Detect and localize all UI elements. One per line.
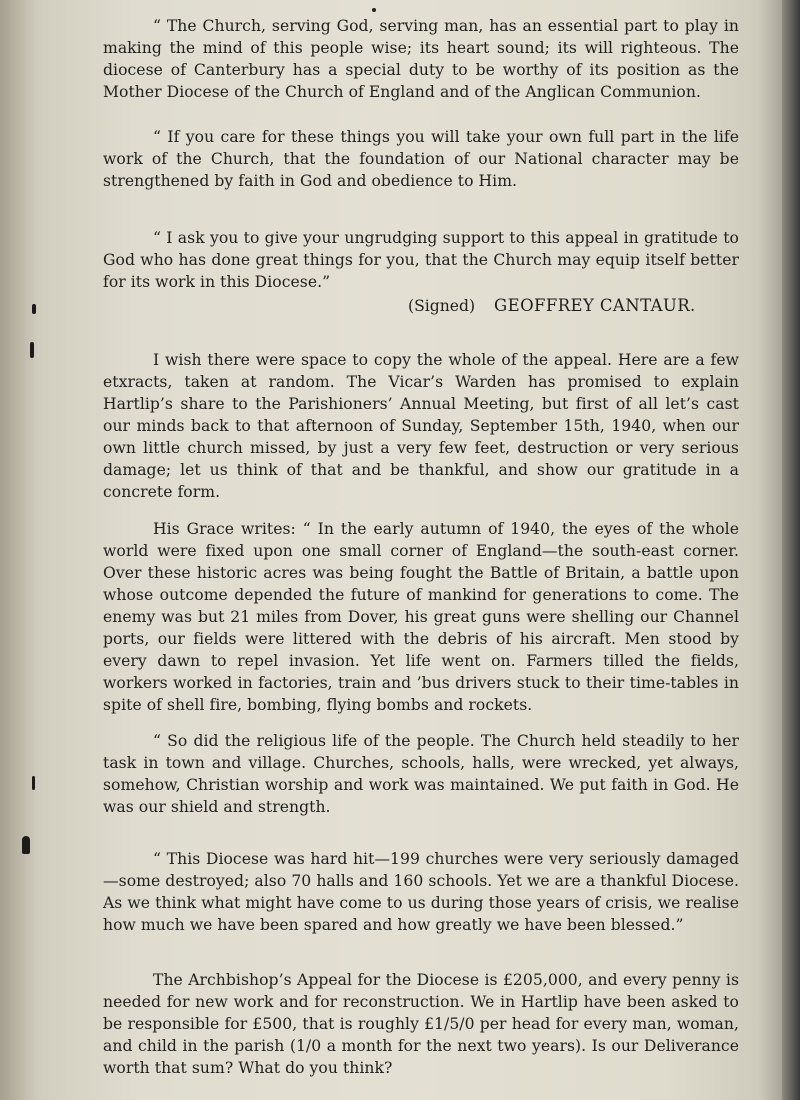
paragraph-appeal-amount: The Archbishop’s Appeal for the Diocese is £205,000, and every penny is needed for new work and for reconstruction. We in Hartlip have been asked to be responsible for £500, that is roughly £1/5/0 per head for every man, woman, and child in the parish (1/0 a month for the next two years). Is our Deliverance worth that sum? What do you think? [103,971,739,1077]
paragraph-diocese-hit: “ This Diocese was hard hit—199 churches were very seriously damaged—some destroyed; also 70 halls and 160 schools. Yet we are a thankful Diocese. As we think what might have come to us during those years of crisis, we realise how much we have been spared and how greatly we have been blessed.” [103,850,739,934]
signature-prefix: (Signed) [408,297,476,315]
signature-line [408,296,696,315]
paragraph-religious-life: “ So did the religious life of the people. The Church held steadily to her task in town and village. Churches, schools, halls, were wrecked, yet always, somehow, Christian worship and work was maintained. We put faith in God. He was our shield and strength. [103,732,739,816]
paragraph-extracts: I wish there were space to copy the whole of the appeal. Here are a few etxracts, taken at random. The Vicar’s Warden has promised to explain Hartlip’s share to the Parishioners’ Annual Meeting, but first of all let’s cast our minds back to that afternoon of Sunday, September 15th, 1940, when our own little church missed, by just a very few feet, destruction or very serious damage; let us think of that and be thankful, and show our gratitude in a concrete form. [103,351,739,501]
paragraph-care: “ If you care for these things you will take your own full part in the life work of the Church, that the foundation of our National character may be strengthened by faith in God and obedience to Him. [103,128,739,190]
margin-mark [22,836,30,854]
page-edge-shadow [782,0,800,1100]
margin-mark [32,304,36,314]
paragraph-grace-writes: His Grace writes: “ In the early autumn of 1940, the eyes of the whole world were fixed upon one small corner of England—the south-east corner. Over these historic acres was being fought the Battle of Britain, a battle upon whose outcome depended the future of mankind for generations to come. The enemy was but 21 miles from Dover, his great guns were shelling our Channel ports, our fields were littered with the debris of his aircraft. Men stood by every dawn to repel invasion. Yet life went on. Farmers tilled the fields, workers worked in factories, train and ’bus drivers stuck to their time-tables in spite of shell fire, bombing, flying bombs and rockets. [103,520,739,714]
punch-dot [372,8,376,12]
paragraph-mission: “ The Church, serving God, serving man, has an essential part to play in making the mind of this people wise; its heart sound; its will righteous. The diocese of Canterbury has a special duty to be worthy of its position as the Mother Diocese of the Church of England and of the Anglican Communion. [103,17,739,101]
paragraph-appeal: “ I ask you to give your ungrudging support to this appeal in gratitude to God who has done great things for you, that the Church may equip itself better for its work in this Diocese.” [103,229,739,291]
signature-name: GEOFFREY CANTAUR. [494,296,696,315]
margin-mark [32,776,35,790]
margin-mark [30,342,34,358]
